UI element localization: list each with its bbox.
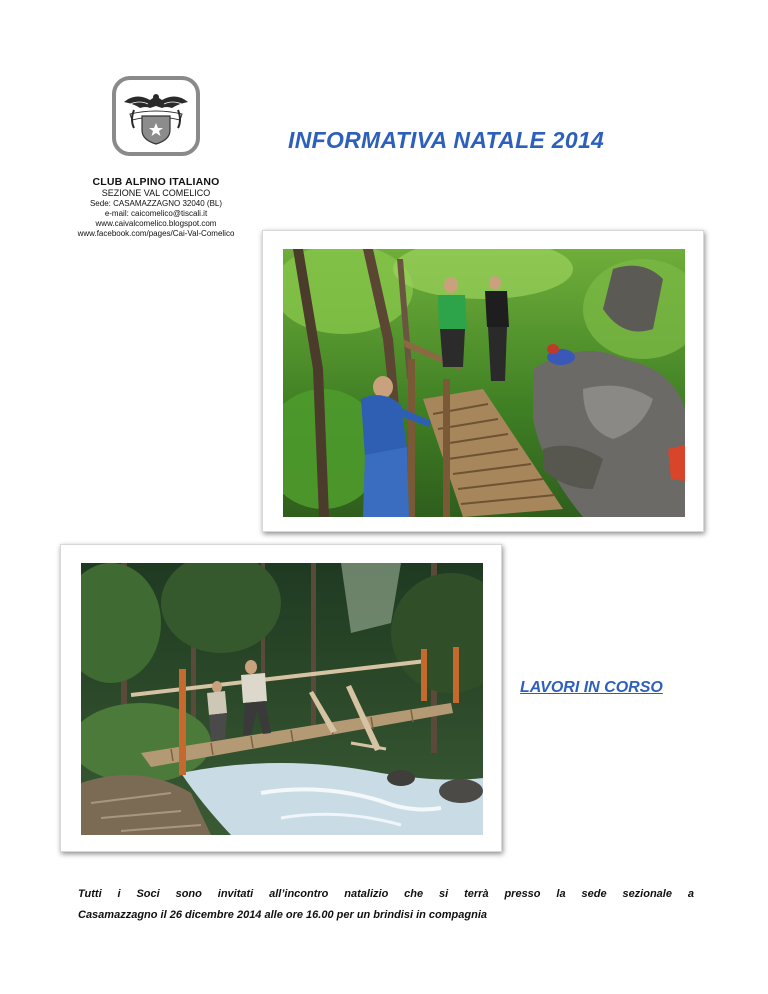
club-website: www.caivalcomelico.blogspot.com xyxy=(95,219,217,228)
club-address: Sede: CASAMAZZAGNO 32040 (BL) xyxy=(89,199,223,208)
photo-image xyxy=(81,563,483,835)
photo-image xyxy=(283,249,685,517)
club-facebook: www.facebook.com/pages/Cai-Val-Comelico xyxy=(77,229,235,238)
invitation-line-2: Casamazzagno il 26 dicembre 2014 alle ore 16.00 per un brindisi in compagnia xyxy=(78,909,487,921)
photo-trail-work xyxy=(262,230,704,532)
eagle-shield-icon xyxy=(116,80,196,152)
invitation-text xyxy=(78,884,694,926)
cai-logo xyxy=(112,76,200,156)
club-name: CLUB ALPINO ITALIANO xyxy=(92,176,220,188)
page-title: INFORMATIVA NATALE 2014 xyxy=(288,127,605,153)
invitation-line-1: Tutti i Soci sono invitati all’incontro natalizio che si terrà presso la sede sezionale a xyxy=(78,888,694,900)
works-in-progress-heading: LAVORI IN CORSO xyxy=(520,679,663,696)
club-info xyxy=(60,176,252,239)
photo-footbridge xyxy=(60,544,502,852)
club-email: e-mail: caicomelico@tiscali.it xyxy=(104,209,208,218)
club-section: SEZIONE VAL COMELICO xyxy=(101,188,211,198)
